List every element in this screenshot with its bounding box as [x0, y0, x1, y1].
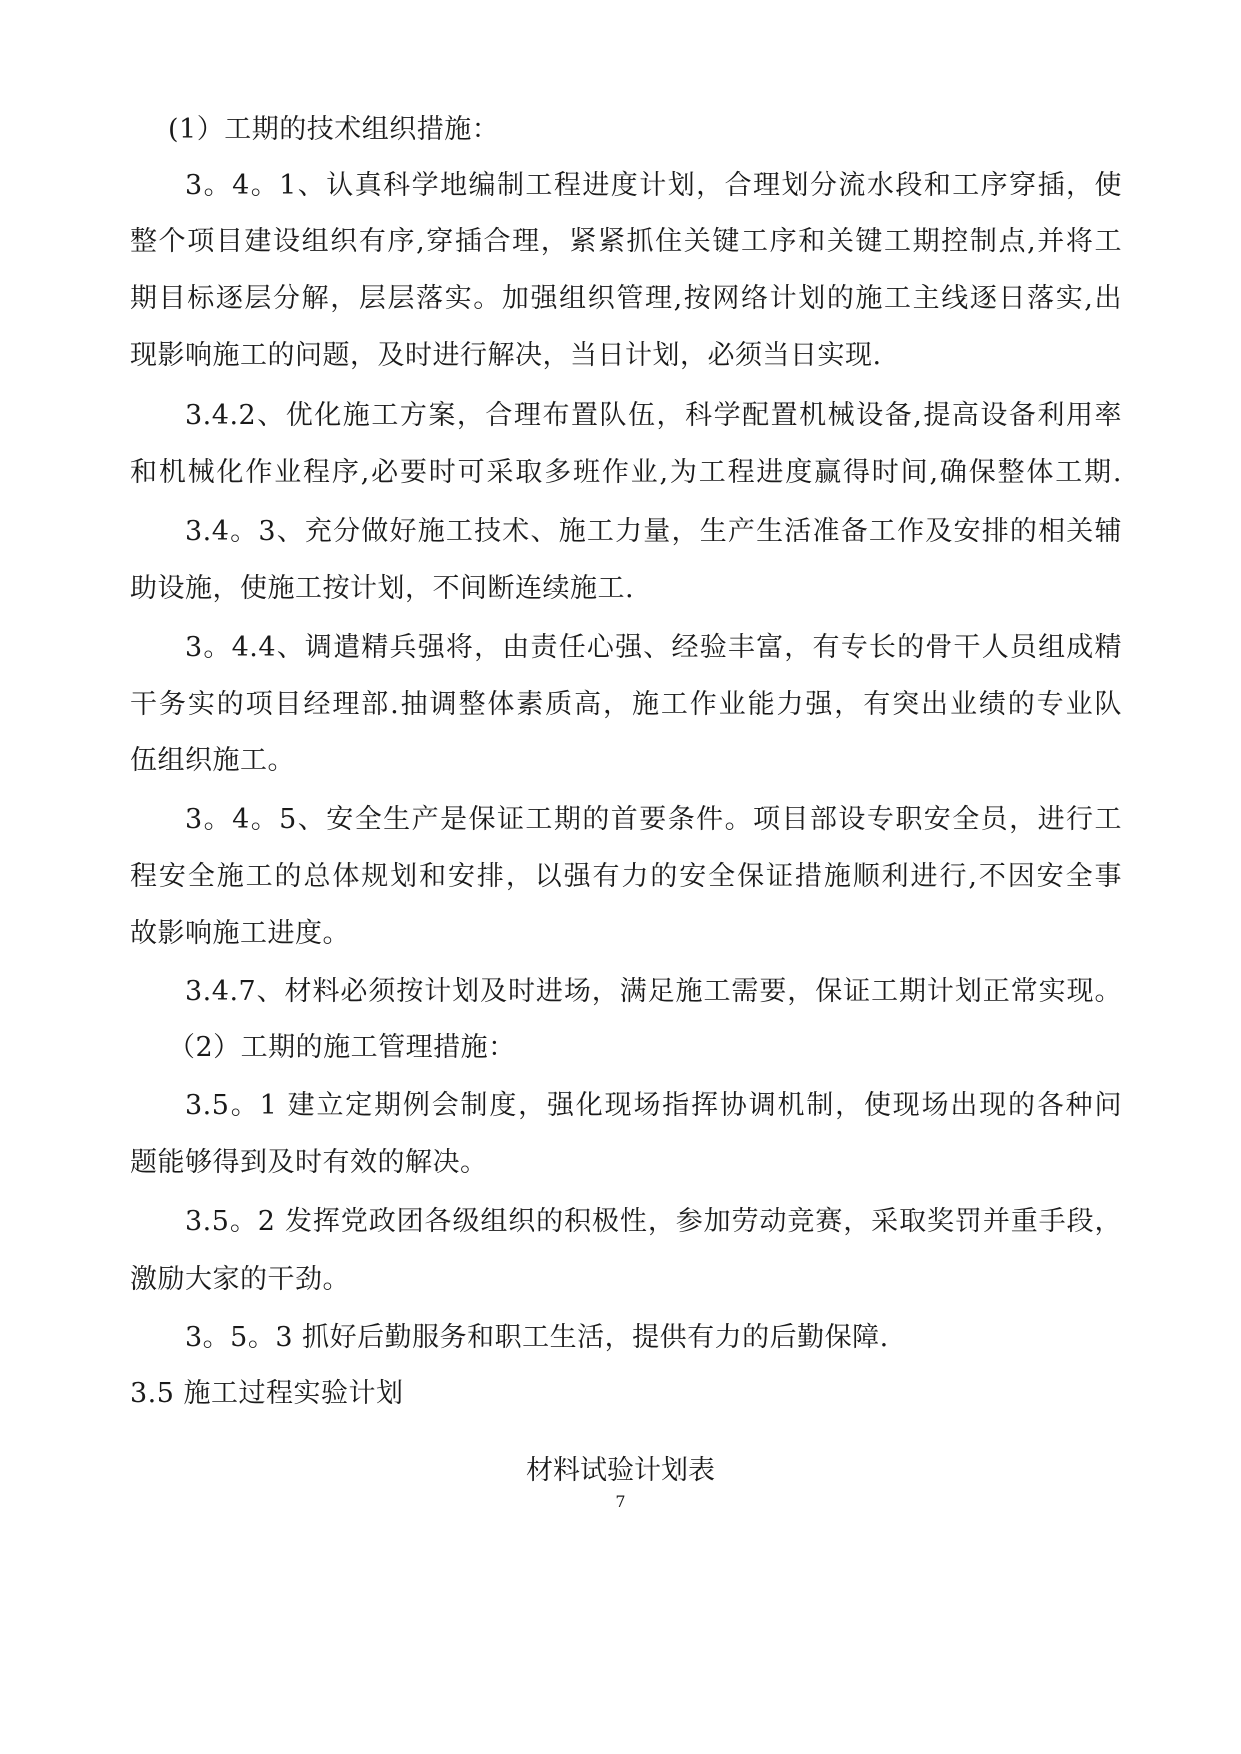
paragraph-line: 整个项目建设组织有序,穿插合理，紧紧抓住关键工序和关键工期控制点,并将工 [130, 226, 1122, 257]
paragraph-line: 故影响施工进度。 [130, 918, 350, 949]
section-heading-2: （2）工期的施工管理措施： [168, 1032, 516, 1063]
paragraph-line: 程安全施工的总体规划和安排，以强有力的安全保证措施顺利进行,不因安全事 [130, 861, 1122, 892]
paragraph-line: 题能够得到及时有效的解决。 [130, 1147, 488, 1178]
paragraph-line: 3.4.7、材料必须按计划及时进场，满足施工需要，保证工期计划正常实现。 [185, 976, 1122, 1007]
paragraph-line: 激励大家的干劲。 [130, 1264, 350, 1295]
paragraph-line: 干务实的项目经理部.抽调整体素质高，施工作业能力强，有突出业绩的专业队 [130, 689, 1122, 720]
paragraph-line: 助设施，使施工按计划，不间断连续施工. [130, 573, 635, 604]
paragraph-line: 3.5。2 发挥党政团各级组织的积极性，参加劳动竞赛，采取奖罚并重手段， [185, 1206, 1122, 1237]
section-title-3-5: 3.5 施工过程实验计划 [130, 1378, 404, 1409]
paragraph-line: 伍组织施工。 [130, 745, 295, 776]
paragraph-line: 和机械化作业程序,必要时可采取多班作业,为工程进度赢得时间,确保整体工期. [130, 457, 1122, 488]
table-title: 材料试验计划表 [526, 1455, 715, 1486]
paragraph-line: 3.4。3、充分做好施工技术、施工力量，生产生活准备工作及安排的相关辅 [185, 516, 1122, 547]
paragraph-line: 3.4.2、优化施工方案，合理布置队伍，科学配置机械设备,提高设备利用率 [185, 400, 1122, 431]
page-number: 7 [615, 1492, 626, 1511]
paragraph-line: 3。5。3 抓好后勤服务和职工生活，提供有力的后勤保障. [185, 1322, 889, 1353]
section-heading-1: (1）工期的技术组织措施： [168, 114, 500, 145]
paragraph-line: 3。4。5、安全生产是保证工期的首要条件。项目部设专职安全员，进行工 [185, 804, 1122, 835]
paragraph-line: 3.5。1 建立定期例会制度，强化现场指挥协调机制，使现场出现的各种问 [185, 1090, 1122, 1121]
paragraph-line: 现影响施工的问题，及时进行解决，当日计划，必须当日实现. [130, 340, 882, 371]
paragraph-line: 3。4。1、认真科学地编制工程进度计划，合理划分流水段和工序穿插，使 [185, 170, 1122, 201]
paragraph-line: 3。4.4、调遣精兵强将，由责任心强、经验丰富，有专长的骨干人员组成精 [185, 632, 1122, 663]
paragraph-line: 期目标逐层分解，层层落实。加强组织管理,按网络计划的施工主线逐日落实,出 [130, 283, 1122, 314]
